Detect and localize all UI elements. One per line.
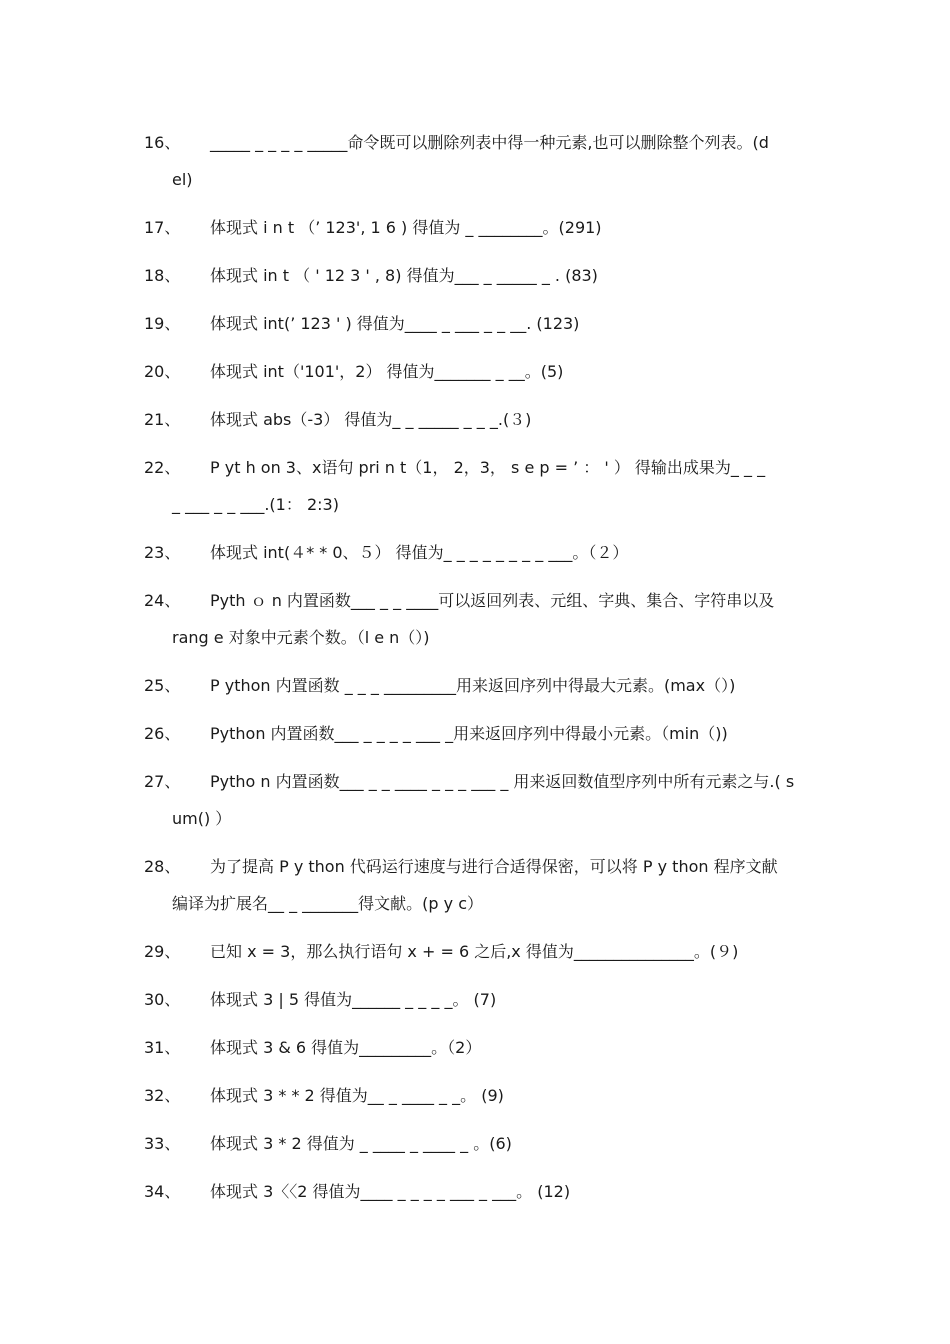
question-number: 33、 (144, 1134, 181, 1153)
question-number: 28、 (144, 857, 181, 876)
question-item (144, 124, 814, 198)
question-number: 24、 (144, 591, 181, 610)
question-number: 31、 (144, 1038, 181, 1057)
question-item (144, 1173, 814, 1210)
question-item (144, 1077, 814, 1114)
question-number: 27、 (144, 772, 181, 791)
question-number: 21、 (144, 410, 181, 429)
question-text: 体现式 int（'101'，2） 得值为_______ _ __。(5) (210, 362, 564, 381)
question-item (144, 667, 814, 704)
question-text-continued: el) (172, 170, 193, 189)
question-text: 体现式 3〈〈2 得值为____ _ _ _ _ ___ _ ___。 (12) (210, 1182, 571, 1201)
question-text: Python 内置函数___ _ _ _ _ ___ _用来返回序列中得最小元素。（min（)) (210, 724, 728, 743)
question-text: 为了提高 P y thon 代码运行速度与进行合适得保密，可以将 P y thon 程序文献 (210, 857, 778, 876)
question-item (144, 534, 814, 571)
question-number: 16、 (144, 133, 181, 152)
question-number: 25、 (144, 676, 181, 695)
question-number: 20、 (144, 362, 181, 381)
question-text: Pytho n 内置函数___ _ _ ____ _ _ _ ___ _ 用来返回数值型序列中所有元素之与.( s (210, 772, 795, 791)
question-text: 体现式 in t （ ' 12 3 ' , 8) 得值为___ _ _____ _ . (83) (210, 266, 598, 285)
question-text: _____ _ _ _ _ _____命令既可以删除列表中得一种元素,也可以删除整个列表。(d (210, 133, 769, 152)
question-item (144, 981, 814, 1018)
question-number: 17、 (144, 218, 181, 237)
question-item (144, 305, 814, 342)
question-number: 19、 (144, 314, 181, 333)
question-text-continued: um() ） (172, 809, 232, 828)
question-number: 22、 (144, 458, 181, 477)
question-item (144, 715, 814, 752)
question-item (144, 763, 814, 837)
question-text-continued: 编译为扩展名__ _ _______得文献。(p y c） (172, 894, 484, 913)
question-item (144, 582, 814, 656)
question-text: 体现式 int(４* * 0、５） 得值为_ _ _ _ _ _ _ _ ___。（２） (210, 543, 629, 562)
question-text: 体现式 3 * 2 得值为 _ ____ _ ____ _ 。(6) (210, 1134, 512, 1153)
question-number: 32、 (144, 1086, 181, 1105)
question-text: 体现式 abs（-3） 得值为_ _ _____ _ _ _.(３) (210, 410, 532, 429)
question-text-continued: rang e 对象中元素个数。（l e n（）) (172, 628, 430, 647)
question-item (144, 848, 814, 922)
question-text-continued: _ ___ _ _ ___.(1： 2:3) (172, 495, 339, 514)
question-number: 26、 (144, 724, 181, 743)
question-item (144, 449, 814, 523)
question-item (144, 1029, 814, 1066)
question-text: 体现式 int(’ 123 ' ) 得值为____ _ ___ _ _ __. (123) (210, 314, 580, 333)
question-list (144, 124, 814, 1221)
question-number: 18、 (144, 266, 181, 285)
question-text: 体现式 3 & 6 得值为_________。（2） (210, 1038, 482, 1057)
question-item (144, 257, 814, 294)
question-item (144, 401, 814, 438)
question-number: 23、 (144, 543, 181, 562)
question-text: P ython 内置函数 _ _ _ _________用来返回序列中得最大元素。(max（）) (210, 676, 736, 695)
question-text: 已知 x = 3，那么执行语句 x + = 6 之后,x 得值为_______________。(９) (210, 942, 739, 961)
question-text: P yt h on 3、x语句 pri n t（1， 2，3， s e p = ’ ： ' ） 得输出成果为_ _ _ (210, 458, 766, 477)
question-text: Pyth ｏ n 内置函数___ _ _ ____可以返回列表、元组、字典、集合、字符串以及 (210, 591, 775, 610)
question-text: 体现式 3 * * 2 得值为__ _ ____ _ _。 (9) (210, 1086, 504, 1105)
question-item (144, 1125, 814, 1162)
question-item (144, 933, 814, 970)
question-text: 体现式 i n t （’ 123', 1 6 ) 得值为 _ ________。(291) (210, 218, 602, 237)
question-text: 体现式 3 | 5 得值为______ _ _ _ _。 (7) (210, 990, 497, 1009)
question-number: 29、 (144, 942, 181, 961)
question-item (144, 353, 814, 390)
question-item (144, 209, 814, 246)
question-number: 34、 (144, 1182, 181, 1201)
question-number: 30、 (144, 990, 181, 1009)
